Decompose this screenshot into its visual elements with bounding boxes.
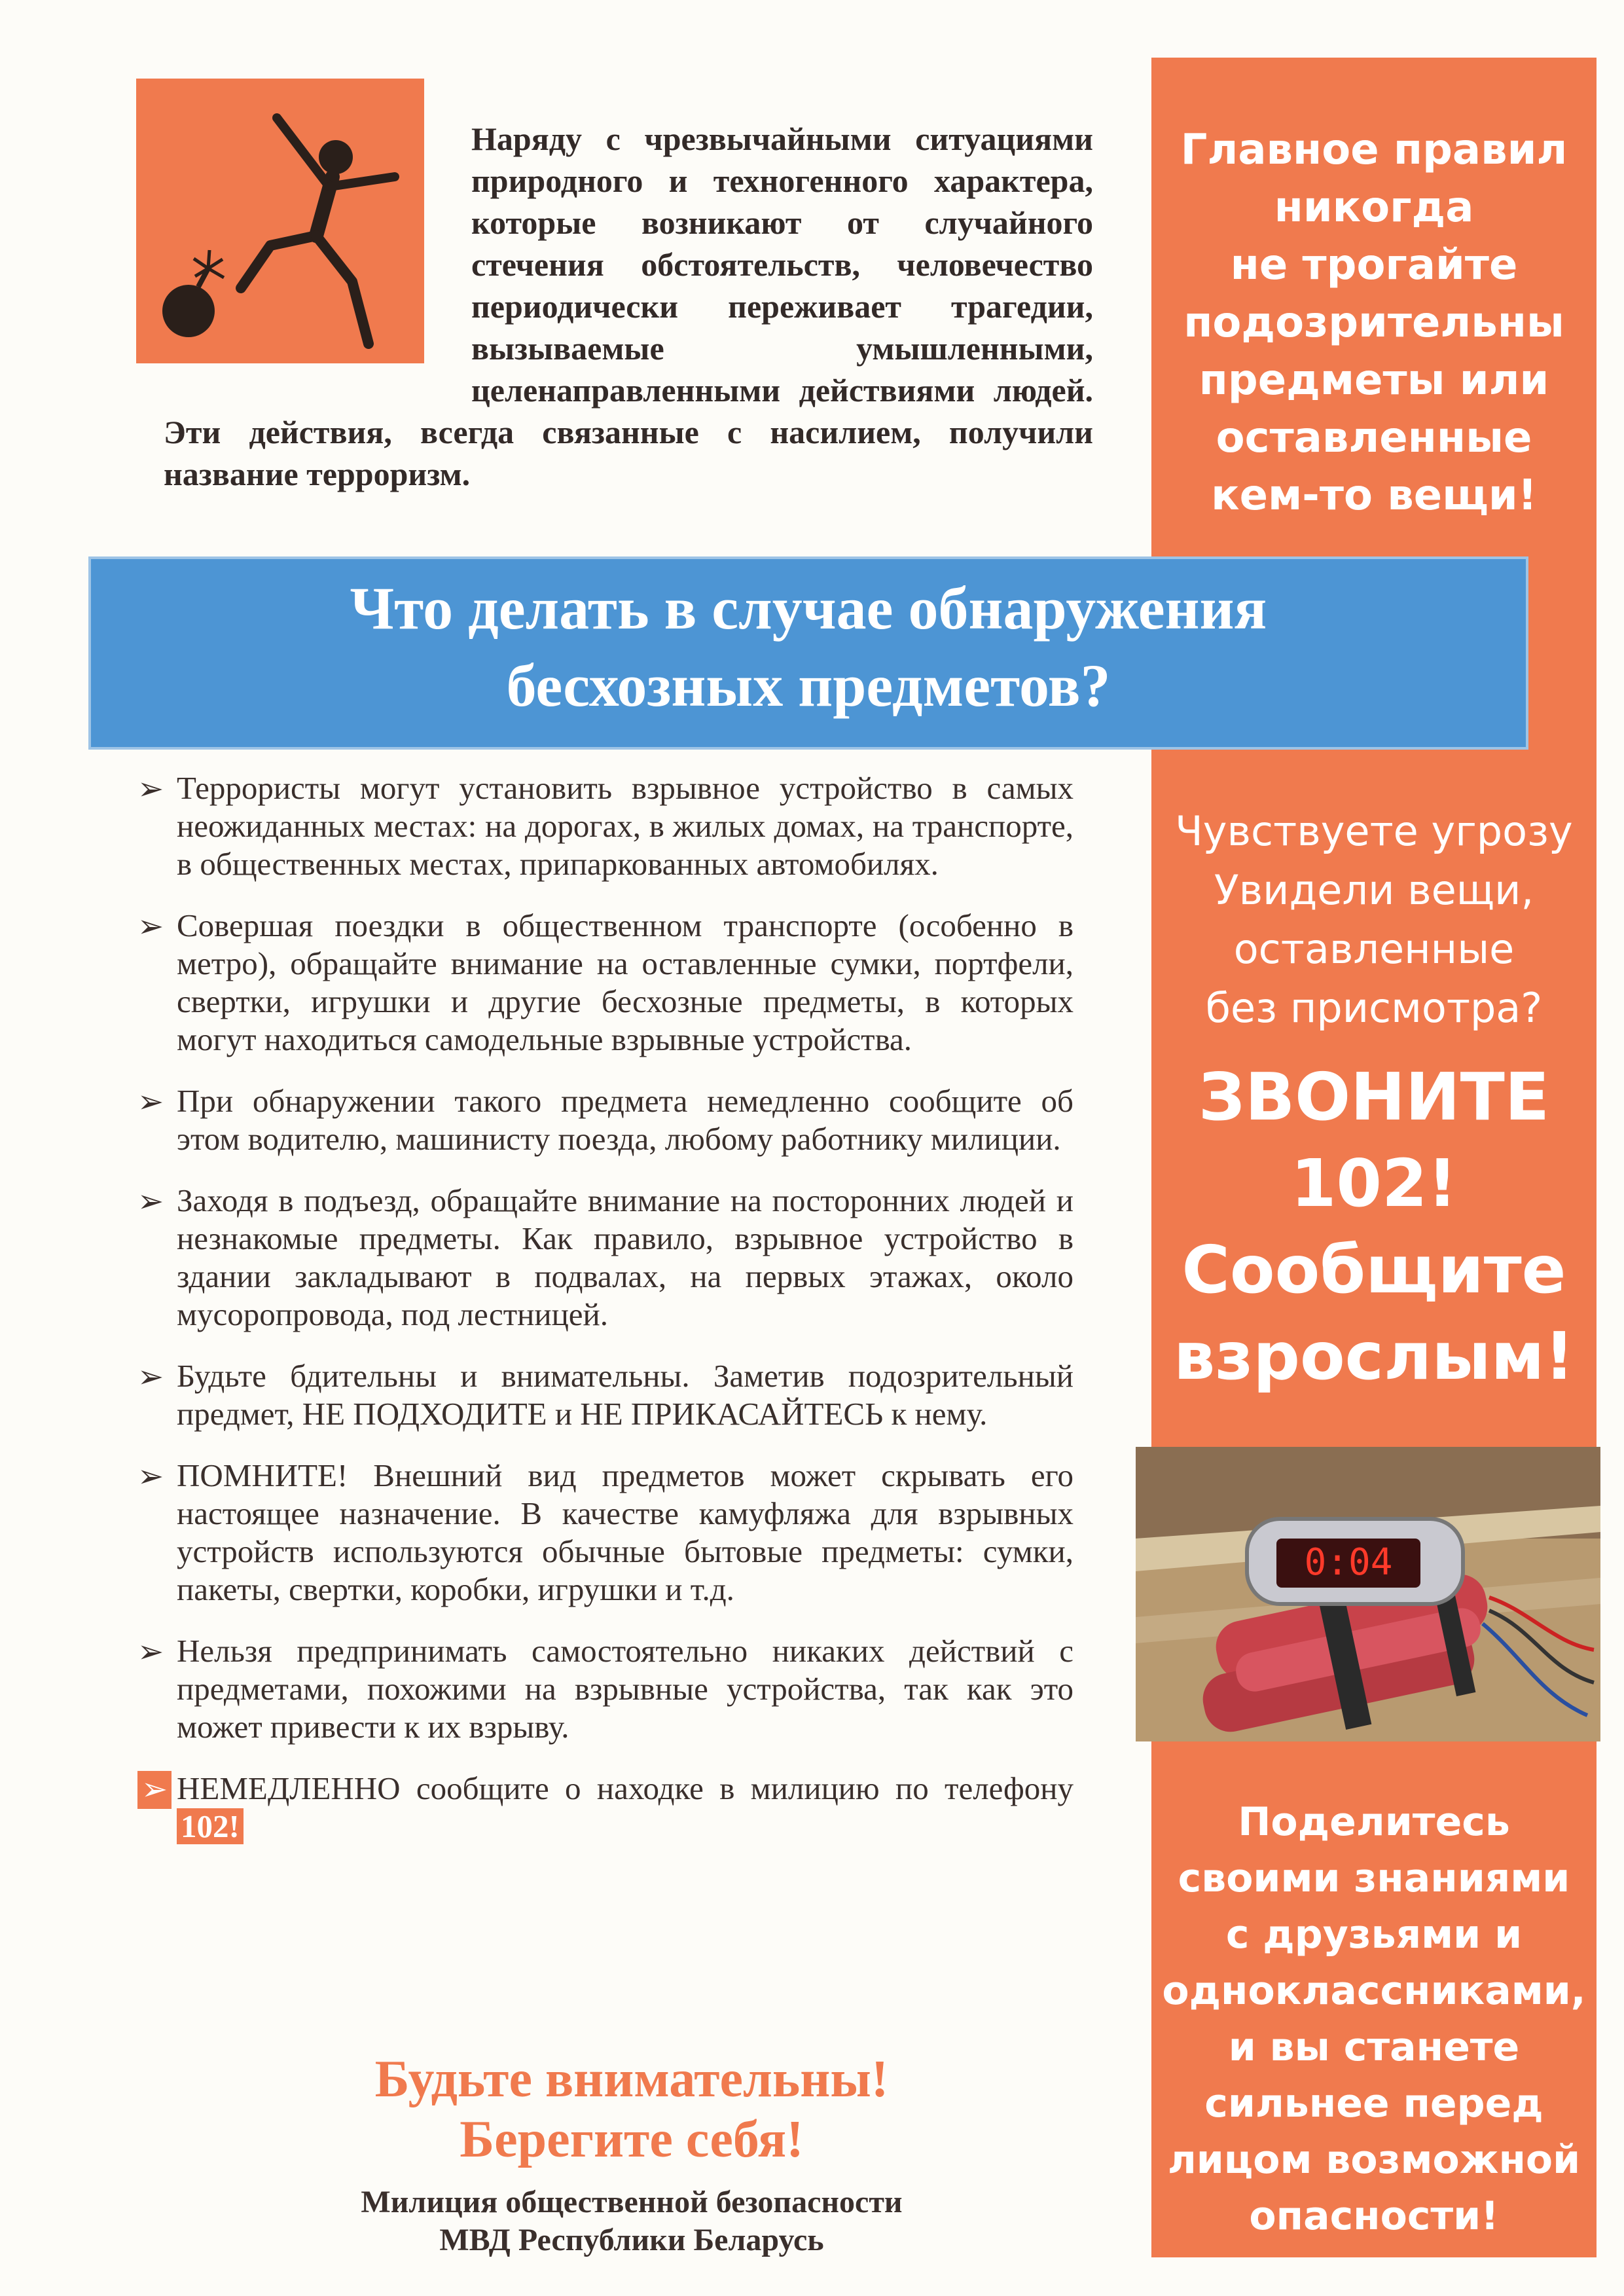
rule-text: Заходя в подъезд, обращайте внимание на посторонних людей и незнакомые предметы. Как правило, взрывное устройство в здании закладывают в подвалах, на первых этажах, около мусоропровода, под лестницей. [177,1182,1074,1332]
share-line: с друзьями и [1225,1912,1523,1958]
share-line: одноклассниками, [1162,1968,1586,2014]
rule-text: Совершая поездки в общественном транспорте (особенно в метро), обращайте внимание на оставленные сумки, портфели, свертки, игрушки и другие бесхозные предметы, в которых могут находиться самодельные взрывные устройства. [177,907,1074,1057]
arrow-bullet-icon: ➢ [137,1459,164,1494]
arrow-bullet-icon: ➢ [137,772,164,807]
main-rule-line: подозрительны [1183,299,1564,347]
call-line: Сообщите [1182,1231,1566,1308]
banner-title-line: Что делать в случае обнаружения [350,575,1267,642]
clock-display: 0:04 [1304,1541,1393,1584]
banner-title [88,570,1528,724]
main-rule-line: Главное правил [1180,126,1568,174]
call-to-action [1151,1054,1597,1400]
issuer-footer [131,2183,1132,2259]
rule-item [137,1632,1074,1746]
rule-item [137,907,1074,1059]
intro-paragraph: Наряду с чрезвычайными ситуациями природного и техногенного характера, которые возникают от случайного стечения обстоятельств, человечество периодически переживает трагедии, вызываемые умышленными, целенаправленными действиями людей. Эти действия, всегда связанные с насилием, получили название терроризм. [164,120,1093,492]
main-rule-line: никогда [1274,183,1474,232]
share-line: Поделитесь [1238,1799,1510,1845]
rule-text: ПОМНИТЕ! Внешний вид предметов может скрывать его настоящее назначение. В качестве камуфляжа для взрывных устройств используются обычные бытовые предметы: сумки, пакеты, свертки, коробки, игрушки и т.д. [177,1457,1074,1607]
rule-item-report [137,1770,1074,1846]
main-rule-line: предметы или [1199,356,1549,405]
rule-item [137,1082,1074,1158]
rule-item [137,1357,1074,1433]
rule-item [137,769,1074,883]
share-knowledge-text [1151,1794,1597,2244]
main-rule-line: не трогайте [1230,241,1518,289]
arrow-bullet-icon: ➢ [137,1360,164,1394]
issuer-line: МВД Республики Беларусь [439,2223,824,2257]
rule-text: Нельзя предпринимать самостоятельно никаких действий с предметами, похожими на взрывные устройства, так как это может привести к их взрыву. [177,1633,1074,1745]
slogan [131,2049,1132,2170]
phone-number-highlight: 102! [177,1808,244,1844]
share-line: своими знаниями [1178,1855,1570,1901]
main-rule-text [1151,121,1597,524]
issuer-line: Милиция общественной безопасности [361,2185,903,2219]
share-line: сильнее перед [1204,2081,1543,2126]
arrow-bullet-icon: ➢ [137,1085,164,1120]
rule-text: Террористы могут установить взрывное устройство в самых неожиданных местах: на дорогах, в жилых домах, на транспорте, в общественных местах, припаркованных автомобилях. [177,770,1074,882]
threat-question-line: оставленные [1233,925,1515,973]
call-line: взрослым! [1174,1318,1574,1394]
rule-text: Будьте бдительны и внимательны. Заметив подозрительный предмет, НЕ ПОДХОДИТЕ и НЕ ПРИКАСАЙТЕСЬ к нему. [177,1358,1074,1432]
slogan-line: Берегите себя! [460,2111,804,2168]
arrow-bullet-icon: ➢ [137,909,164,944]
rule-text: НЕМЕДЛЕННО сообщите о находке в милицию по телефону [177,1770,1074,1806]
threat-question-line: без присмотра? [1205,984,1543,1032]
rule-text: При обнаружении такого предмета немедленно сообщите об этом водителю, машинисту поезда, любому работнику милиции. [177,1083,1074,1157]
rule-item [137,1182,1074,1334]
share-line: опасности! [1249,2193,1499,2239]
main-rule-line: оставленные [1216,414,1532,462]
banner-title-line: бесхозных предметов? [506,652,1111,719]
arrow-bullet-icon: ➢ [137,1635,164,1669]
threat-question [1151,802,1597,1038]
call-phone: 102! [1290,1145,1458,1222]
slogan-line: Будьте внимательны! [374,2050,889,2108]
call-line: ЗВОНИТЕ [1198,1059,1550,1135]
threat-question-line: Чувствуете угрозу [1175,807,1573,855]
threat-question-line: Увидели вещи, [1214,866,1534,914]
arrow-bullet-icon: ➢ [137,1771,171,1809]
rule-item [137,1457,1074,1609]
share-line: и вы станете [1228,2024,1520,2070]
arrow-bullet-icon: ➢ [137,1184,164,1219]
main-rule-line: кем-то вещи! [1211,471,1537,520]
share-line: лицом возможной [1167,2137,1581,2183]
bomb-clock-photo [1136,1447,1600,1741]
safety-rules-list [137,769,1074,1869]
